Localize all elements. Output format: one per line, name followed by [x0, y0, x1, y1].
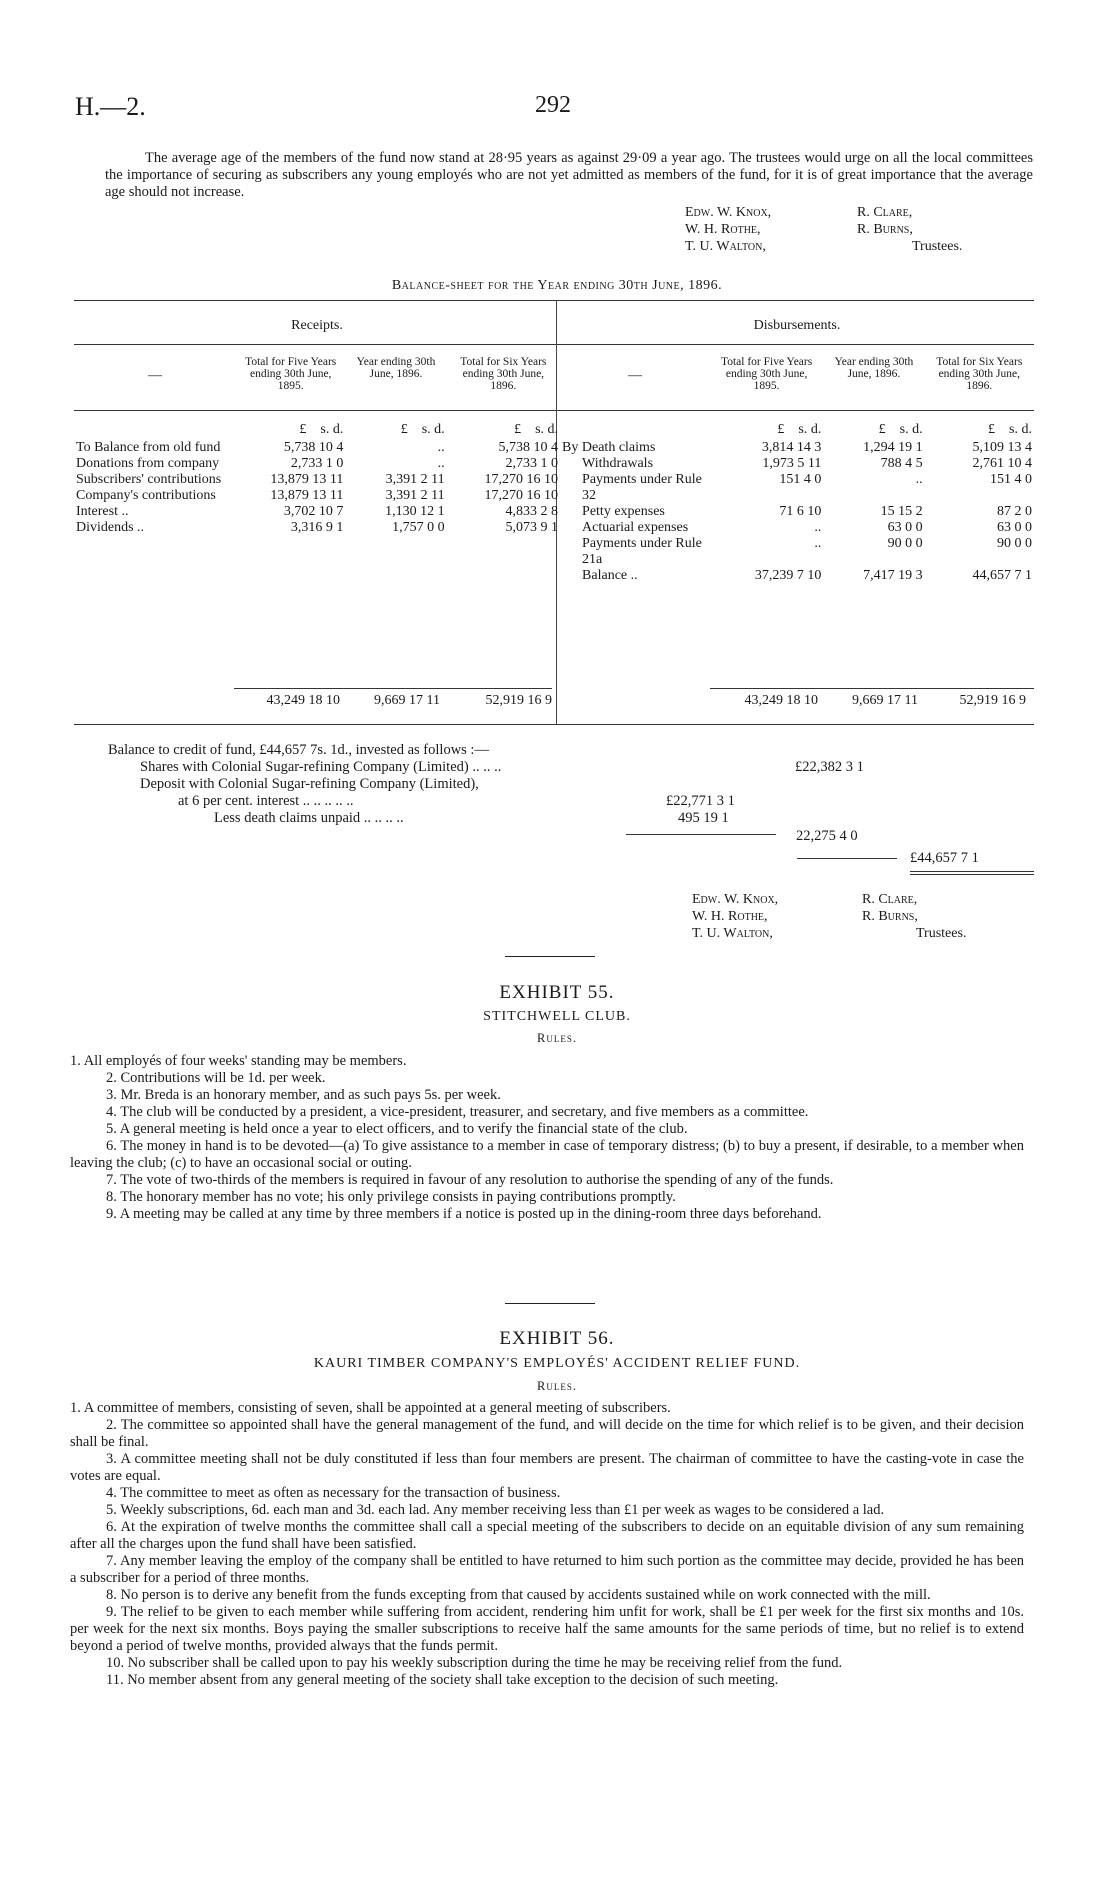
- trustee-burns: R. Burns,: [857, 222, 913, 237]
- col-header-year: Year ending 30th June, 1896.: [356, 356, 436, 380]
- rule-item: 11. No member absent from any general meeting of the society shall take exception to the decision of such meeting.: [106, 1672, 779, 1688]
- col-header-six-years: Total for Six Years ending 30th June, 1896.: [460, 356, 547, 392]
- cell-year: ..: [915, 472, 923, 487]
- cell-five: 13,879 13 11: [270, 472, 344, 487]
- disb-total-year: 9,669 17 11: [852, 693, 918, 708]
- rule-item: 3. A committee meeting shall not be duly constituted if less than four members are present. The chairman of committee to have the casting-vote in case the votes are equal.: [70, 1451, 1024, 1484]
- col-header-year: Year ending 30th June, 1896.: [834, 356, 914, 380]
- trustees-label: Trustees.: [912, 239, 963, 254]
- section-separator: [505, 956, 595, 957]
- intro-text: The average age of the members of the fund now stand at 28·95 years as against 29·09 a year ago. The trustees would urge on all the local committees the importance of securing as subscribers any young employés who are not yet admitted as members of the fund, for it is of great importance that the average age should not increase.: [105, 150, 1033, 200]
- receipts-total-rule: [234, 688, 552, 689]
- cell-six: 5,738 10 4: [498, 440, 559, 455]
- row-label: Withdrawals: [582, 456, 654, 471]
- page-number: 292: [535, 92, 571, 118]
- row-label: Payments under Rule 32: [582, 472, 702, 503]
- disbursements-heading: Disbursements.: [753, 318, 841, 333]
- rule-item: 9. The relief to be given to each member while suffering from accident, rendering him unfit for work, shall be £1 per week for the first six months and 10s. per week for the next six months. Boys paying the smaller subscriptions to receive half the same amounts for the same periods of time, but no relief is to extend beyond a period of twelve months, provided always that the funds permit.: [70, 1604, 1024, 1654]
- cell-year: 788 4 5: [880, 456, 923, 471]
- cell-six: 17,270 16 10: [484, 472, 559, 487]
- row-label: Actuarial expenses: [582, 520, 689, 535]
- table-row: [560, 520, 1034, 536]
- cell-five: 1,973 5 11: [762, 456, 822, 471]
- table-row: [560, 536, 1034, 568]
- cell-year: 3,391 2 11: [385, 472, 445, 487]
- rule-item: 4. The club will be conducted by a president, a vice-president, treasurer, and secretary, and five members as a committee.: [106, 1104, 809, 1120]
- lsd-header: £ s. d.: [988, 422, 1032, 437]
- receipts-total-row: [234, 693, 552, 709]
- table-row: [74, 456, 560, 472]
- trustee-rothe: W. H. Rothe,: [692, 909, 768, 924]
- exhibit-55-rules-heading: Rules.: [537, 1031, 577, 1045]
- disb-total-six: 52,919 16 9: [959, 693, 1026, 708]
- cell-six: 90 0 0: [997, 536, 1032, 551]
- rule-item: 6. At the expiration of twelve months the committee shall call a special meeting of the subscribers to decide on an equitable division of any sum remaining after all the charges upon the fund shall have been satisfied.: [70, 1519, 1024, 1552]
- trustee-burns: R. Burns,: [862, 909, 918, 924]
- row-label: Balance ..: [582, 568, 638, 583]
- cell-six: 87 2 0: [997, 504, 1032, 519]
- table-row: [560, 440, 1034, 456]
- disbursements-total-row: [706, 693, 1030, 709]
- cell-six: 17,270 16 10: [484, 488, 559, 503]
- cell-five: 2,733 1 0: [290, 456, 344, 471]
- lsd-header: £ s. d.: [878, 422, 923, 437]
- cell-five: 13,879 13 11: [270, 488, 344, 503]
- disbursements-blank-header: —: [627, 368, 642, 383]
- row-label: Donations from company: [76, 456, 220, 471]
- intro-paragraph: [105, 150, 1033, 201]
- row-label: Dividends ..: [76, 520, 145, 535]
- rule-item: 2. Contributions will be 1d. per week.: [106, 1070, 326, 1086]
- rule-item: 10. No subscriber shall be called upon to pay his weekly subscription during the time he may be receiving relief from the fund.: [106, 1655, 843, 1671]
- exhibit-55-subtitle: STITCHWELL CLUB.: [483, 1009, 631, 1024]
- exhibit-56-title: EXHIBIT 56.: [499, 1328, 615, 1349]
- investment-deposit-amount: £22,771 3 1: [666, 793, 735, 809]
- table-row: [560, 504, 1034, 520]
- table-top-rule: [74, 300, 1034, 301]
- cell-six: 2,733 1 0: [505, 456, 559, 471]
- rule-item: 6. The money in hand is to be devoted—(a) To give assistance to a member in case of temporary distress; (b) to buy a present, if desirable, to a member when leaving the club; (c) to have an occasional social or outing.: [70, 1138, 1024, 1171]
- row-label: Subscribers' contributions: [76, 472, 222, 487]
- total-rule: [797, 858, 897, 859]
- receipts-total-six: 52,919 16 9: [485, 693, 552, 708]
- cell-six: 63 0 0: [997, 520, 1032, 535]
- trustee-walton: T. U. Walton,: [685, 239, 766, 254]
- col-header-five-years: Total for Five Years ending 30th June, 1895.: [245, 356, 337, 392]
- table-row: [74, 520, 560, 536]
- cell-six: 4,833 2 8: [505, 504, 559, 519]
- receipts-total-five: 43,249 18 10: [266, 693, 340, 708]
- cell-five: 5,738 10 4: [283, 440, 344, 455]
- receipts-body: [74, 440, 560, 584]
- rule-item: 5. A general meeting is held once a year to elect officers, and to verify the financial state of the club.: [106, 1121, 688, 1137]
- cell-six: 5,073 9 1: [505, 520, 559, 535]
- investment-less-amount: 495 19 1: [678, 810, 729, 826]
- rule-item: 9. A meeting may be called at any time by three members if a notice is posted up in the dining-room three days beforehand.: [106, 1206, 822, 1222]
- lsd-header: £ s. d.: [777, 422, 822, 437]
- cell-year: 63 0 0: [887, 520, 923, 535]
- subtotal-rule: [626, 834, 776, 835]
- cell-year: ..: [437, 456, 445, 471]
- table-row: [74, 440, 560, 456]
- table-row: [560, 472, 1034, 504]
- row-label: Interest ..: [76, 504, 129, 519]
- receipts-blank-header: —: [148, 368, 162, 383]
- investment-shares-amount: £22,382 3 1: [795, 759, 864, 775]
- section-code: H.—2.: [75, 92, 146, 121]
- rule-item: 4. The committee to meet as often as necessary for the transaction of business.: [106, 1485, 561, 1501]
- disb-total-five: 43,249 18 10: [744, 693, 818, 708]
- trustees-label: Trustees.: [916, 926, 967, 941]
- total-underline-2: [910, 874, 1034, 875]
- cell-five: 151 4 0: [779, 472, 822, 487]
- investment-subtotal: 22,275 4 0: [796, 828, 858, 844]
- cell-five: ..: [814, 536, 822, 551]
- table-row: [74, 504, 560, 520]
- row-label: Petty expenses: [582, 504, 665, 519]
- section-separator: [505, 1303, 595, 1304]
- investment-intro: Balance to credit of fund, £44,657 7s. 1d., invested as follows :—: [108, 742, 489, 758]
- cell-six: 44,657 7 1: [972, 568, 1032, 583]
- table-row: [560, 456, 1034, 472]
- cell-five: 3,316 9 1: [290, 520, 344, 535]
- balance-sheet-title: Balance-sheet for the Year ending 30th June, 1896.: [391, 278, 723, 293]
- row-label: By Death claims: [562, 440, 656, 455]
- trustee-rothe: W. H. Rothe,: [685, 222, 761, 237]
- cell-year: 1,130 12 1: [385, 504, 445, 519]
- cell-year: 15 15 2: [880, 504, 923, 519]
- table-row: [560, 568, 1034, 584]
- cell-year: 1,757 0 0: [392, 520, 445, 535]
- rule-item: 5. Weekly subscriptions, 6d. each man and 3d. each lad. Any member receiving less than £1 per week as wages to be considered a lad.: [106, 1502, 885, 1518]
- cell-year: 1,294 19 1: [863, 440, 923, 455]
- cell-year: 90 0 0: [887, 536, 923, 551]
- rule-item: 2. The committee so appointed shall have the general management of the fund, and will decide on the time for which relief is to be given, and their decision shall be final.: [70, 1417, 1024, 1450]
- col-header-six-years: Total for Six Years ending 30th June, 1896.: [936, 356, 1023, 392]
- table-row: [74, 488, 560, 504]
- col-header-five-years: Total for Five Years ending 30th June, 1895.: [721, 356, 813, 392]
- cell-five: 3,702 10 7: [283, 504, 344, 519]
- trustee-clare: R. Clare,: [857, 205, 913, 220]
- cell-five: ..: [814, 520, 822, 535]
- investment-deposit: Deposit with Colonial Sugar-refining Company (Limited),: [140, 776, 479, 792]
- row-label: Company's contributions: [76, 488, 216, 503]
- disbursements-total-rule: [710, 688, 1034, 689]
- exhibit-56-rules-heading: Rules.: [537, 1379, 577, 1393]
- trustee-walton: T. U. Walton,: [692, 926, 773, 941]
- balance-sheet-table: [74, 306, 1034, 584]
- rule-item: 8. The honorary member has no vote; his only privilege consists in paying contributions promptly.: [106, 1189, 676, 1205]
- trustee-clare: R. Clare,: [862, 892, 918, 907]
- rule-item: 1. All employés of four weeks' standing may be members.: [70, 1053, 407, 1069]
- cell-six: 151 4 0: [990, 472, 1032, 487]
- lsd-header: £ s. d.: [299, 422, 344, 437]
- investment-interest: at 6 per cent. interest .. .. .. .. ..: [178, 793, 354, 809]
- rule-item: 7. Any member leaving the employ of the company shall be entitled to have returned to him such portion as the committee may decide, provided he has been a subscriber for a period of three months.: [70, 1553, 1024, 1586]
- receipts-total-year: 9,669 17 11: [374, 693, 440, 708]
- investment-less: Less death claims unpaid .. .. .. ..: [214, 810, 404, 826]
- exhibit-56-subtitle: KAURI TIMBER COMPANY'S EMPLOYÉS' ACCIDENT RELIEF FUND.: [313, 1356, 801, 1371]
- cell-five: 37,239 7 10: [754, 568, 822, 583]
- table-bottom-rule: [74, 724, 1034, 725]
- cell-six: 2,761 10 4: [972, 456, 1032, 471]
- trustee-knox: Edw. W. Knox,: [685, 205, 772, 220]
- cell-year: 3,391 2 11: [385, 488, 445, 503]
- exhibit-55-title: EXHIBIT 55.: [499, 982, 615, 1003]
- cell-five: 3,814 14 3: [761, 440, 822, 455]
- cell-year: ..: [437, 440, 445, 455]
- lsd-header: £ s. d.: [514, 422, 559, 437]
- total-underline-1: [910, 871, 1034, 872]
- row-label: To Balance from old fund: [76, 440, 221, 455]
- investment-shares: Shares with Colonial Sugar-refining Company (Limited) .. .. ..: [140, 759, 502, 775]
- rule-item: 1. A committee of members, consisting of seven, shall be appointed at a general meeting of subscribers.: [70, 1400, 671, 1416]
- disbursements-body: [560, 440, 1034, 584]
- table-row: [74, 472, 560, 488]
- exhibit-55-rules: [70, 1053, 1024, 1223]
- trustee-knox: Edw. W. Knox,: [692, 892, 779, 907]
- row-label: Payments under Rule 21a: [582, 536, 702, 567]
- lsd-header: £ s. d.: [400, 422, 445, 437]
- cell-year: 7,417 19 3: [863, 568, 923, 583]
- investment-total: £44,657 7 1: [910, 850, 979, 866]
- cell-six: 5,109 13 4: [972, 440, 1032, 455]
- exhibit-56-rules: [70, 1400, 1024, 1689]
- rule-item: 3. Mr. Breda is an honorary member, and as such pays 5s. per week.: [106, 1087, 501, 1103]
- cell-five: 71 6 10: [779, 504, 822, 519]
- receipts-heading: Receipts.: [291, 318, 343, 333]
- rule-item: 7. The vote of two-thirds of the members is required in favour of any resolution to authorise the spending of any of the funds.: [106, 1172, 834, 1188]
- rule-item: 8. No person is to derive any benefit from the funds excepting from that caused by accidents sustained while on work connected with the mill.: [106, 1587, 931, 1603]
